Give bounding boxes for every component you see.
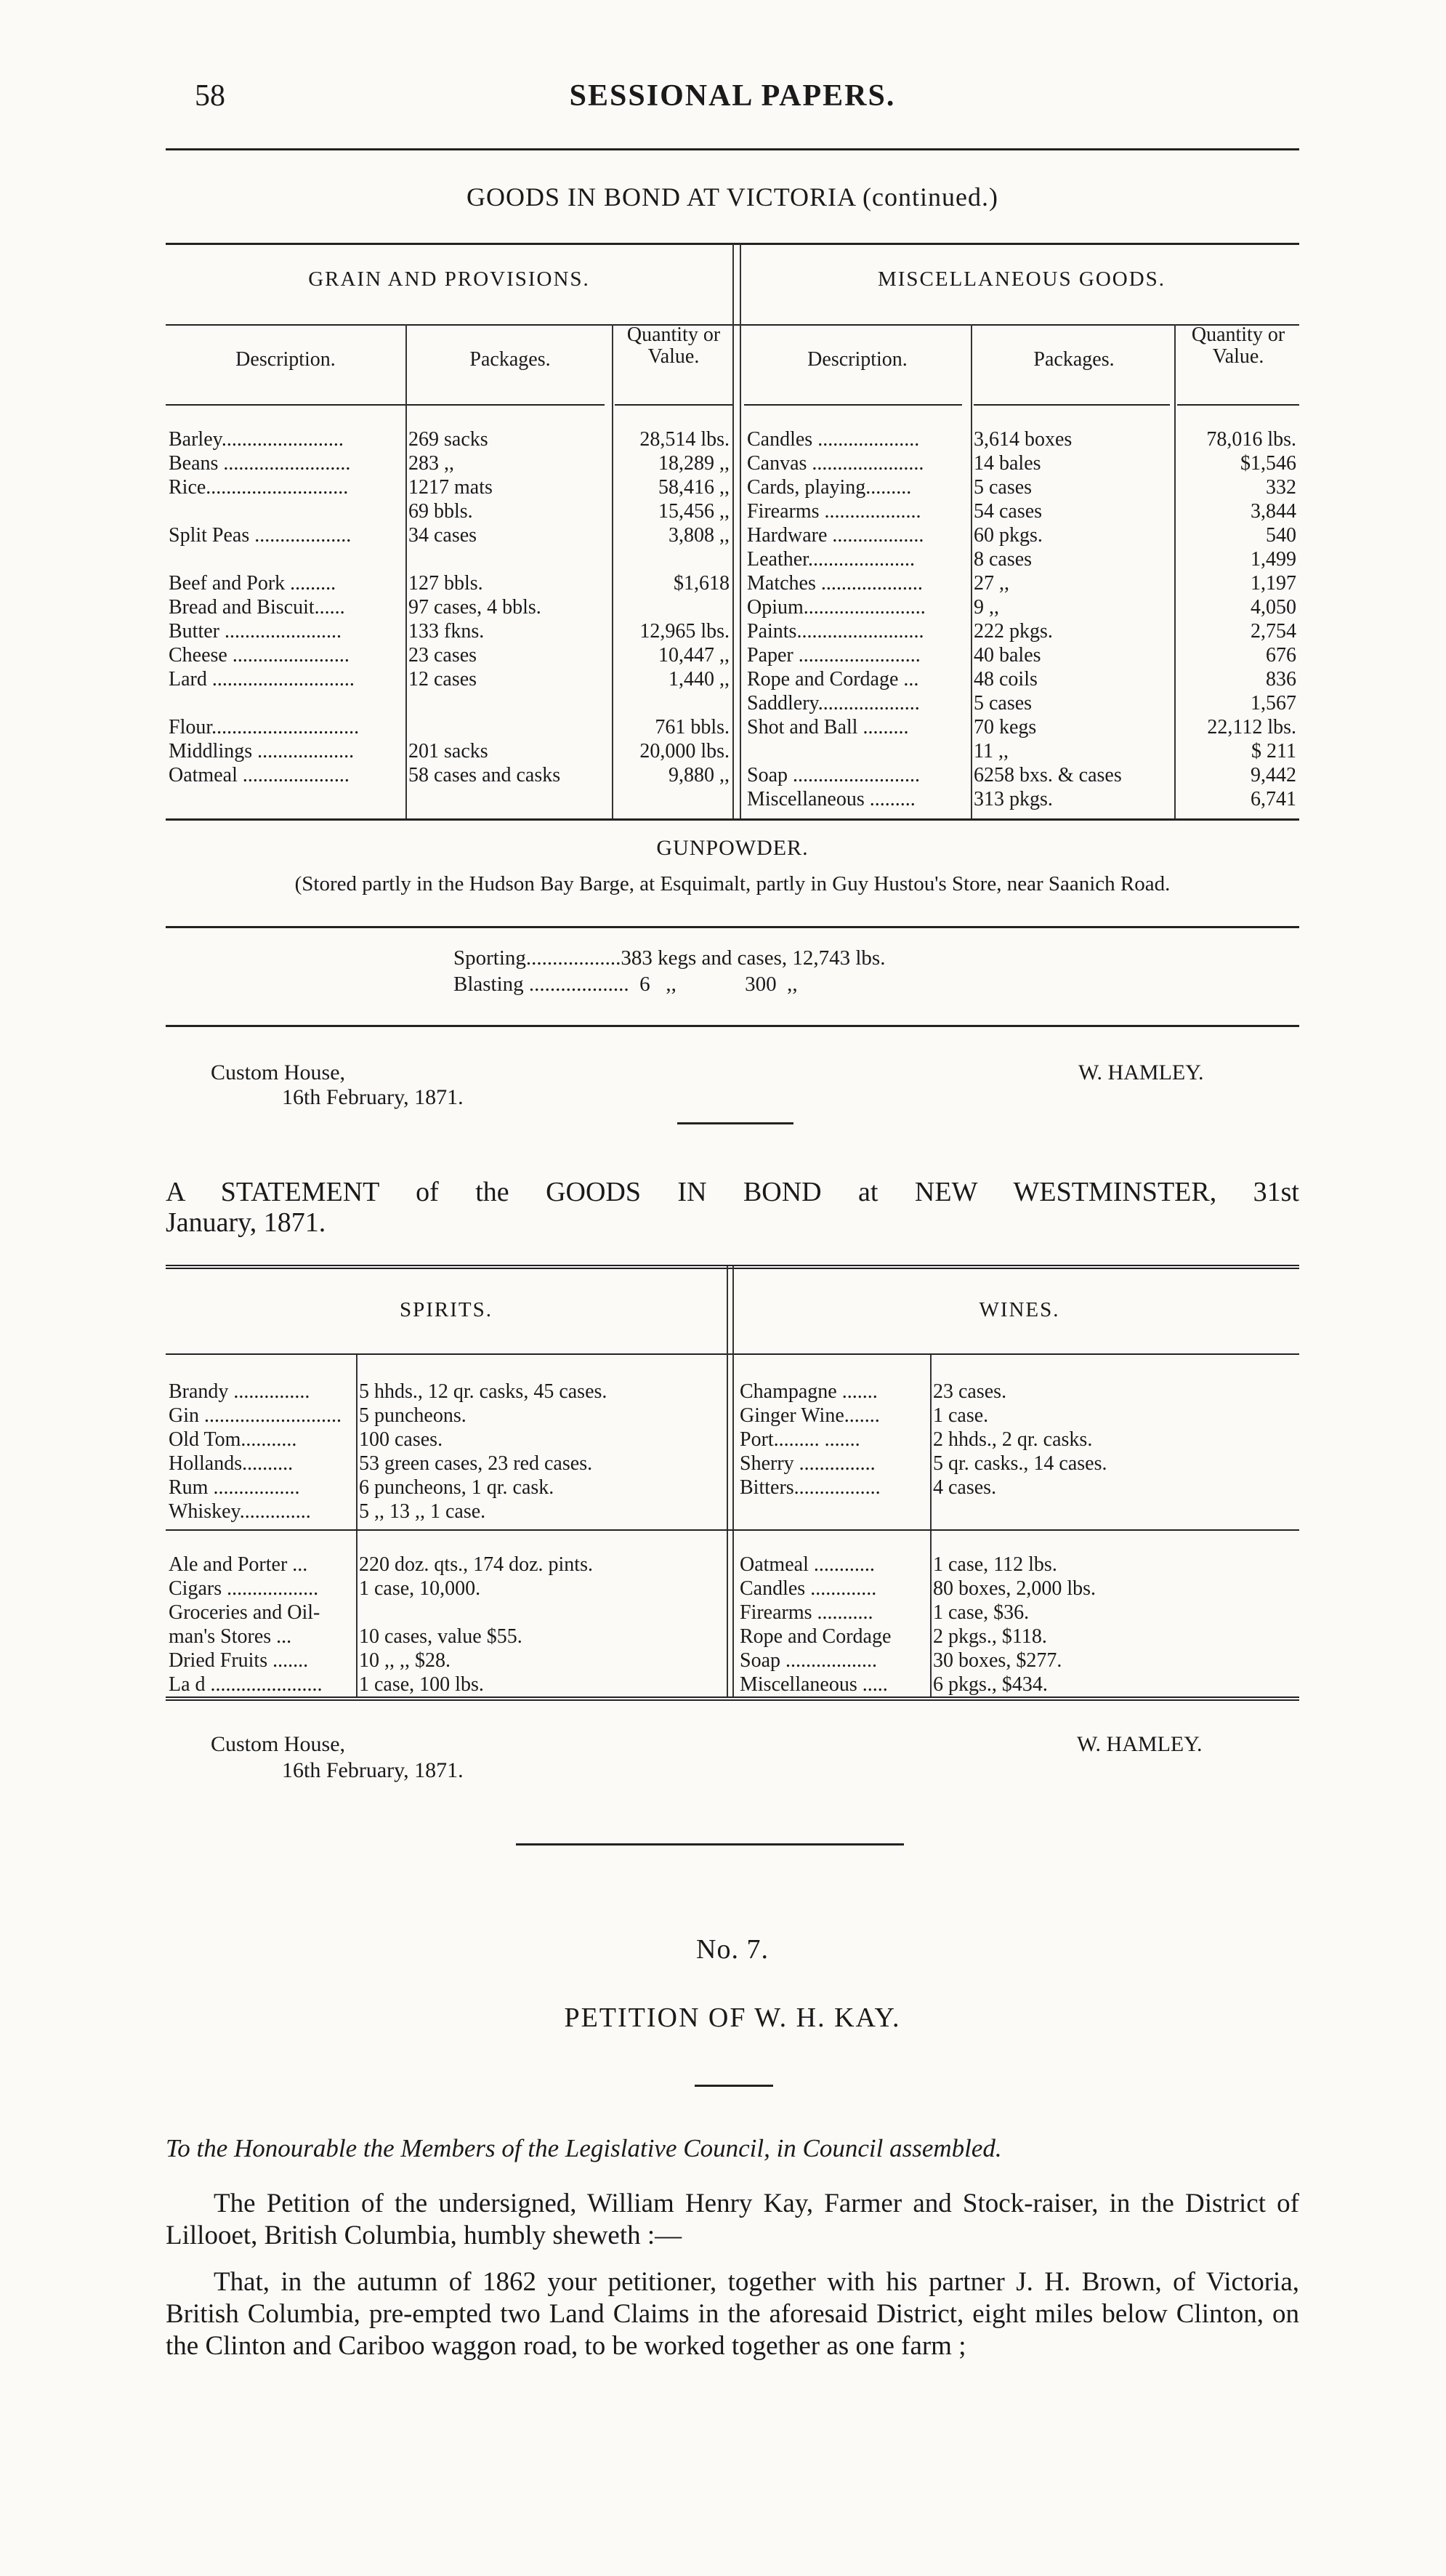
table-cell: Candles ............. bbox=[740, 1577, 877, 1600]
table-cell bbox=[405, 691, 612, 715]
misc-col-quantity: Quantity or Value. bbox=[1191, 323, 1285, 368]
table-cell: 15,456 ,, bbox=[658, 500, 730, 523]
gunpowder-rule-bottom bbox=[166, 1025, 1299, 1027]
petition-para1: The Petition of the undersigned, William Henry Kay, Farmer and Stock-raiser, in the District of Lillooet, British Columbia, humbly sheweth :— bbox=[166, 2189, 1299, 2250]
table-row bbox=[166, 451, 732, 475]
table-cell: 1217 mats bbox=[408, 476, 493, 499]
table-cell: Paints......................... bbox=[747, 620, 924, 643]
westminster-center-vline-a bbox=[727, 1266, 728, 1696]
table-row bbox=[166, 1452, 727, 1476]
table-row bbox=[737, 1500, 1299, 1524]
table-cell: 40 bales bbox=[974, 644, 1041, 667]
table-cell: Saddlery.................... bbox=[747, 692, 920, 715]
table-row bbox=[166, 667, 732, 691]
table-row bbox=[744, 475, 1299, 499]
victoria-bottom-rule bbox=[166, 818, 1299, 821]
table-cell: 28,514 lbs. bbox=[639, 428, 730, 451]
table-cell: 1 case, $36. bbox=[933, 1601, 1030, 1624]
table-cell: 761 bbls. bbox=[655, 716, 730, 738]
table-cell: Candles .................... bbox=[747, 428, 920, 451]
grain-col-description: Description. bbox=[235, 348, 336, 371]
table-cell: Gin ........................... bbox=[169, 1404, 342, 1427]
table-cell: 836 bbox=[1266, 668, 1296, 691]
center-vline-b bbox=[740, 244, 741, 818]
col-head-rule-3 bbox=[615, 404, 732, 406]
table-cell: Opium........................ bbox=[747, 596, 926, 619]
table-cell: Hardware .................. bbox=[747, 524, 924, 547]
table-cell: 6,741 bbox=[1251, 788, 1296, 810]
table-cell: $1,618 bbox=[674, 572, 730, 595]
wines-table bbox=[737, 1380, 1299, 1524]
table-cell bbox=[166, 547, 405, 571]
gunpowder-blasting: Blasting ................... 6 ,, 300 ,, bbox=[453, 973, 798, 996]
table-cell: 5 ,, 13 ,, 1 case. bbox=[359, 1500, 486, 1523]
table-cell: Canvas ...................... bbox=[747, 452, 924, 475]
table-row bbox=[744, 715, 1299, 739]
table-row bbox=[166, 715, 732, 739]
table-cell: 201 sacks bbox=[408, 740, 488, 762]
col-head-rule-1 bbox=[166, 404, 442, 406]
table-cell: 1 case, 100 lbs. bbox=[359, 1673, 484, 1696]
table-row bbox=[166, 427, 732, 451]
table-row bbox=[744, 691, 1299, 715]
table-row bbox=[744, 547, 1299, 571]
table-cell: 12,965 lbs. bbox=[639, 620, 730, 643]
table-cell: Butter ....................... bbox=[169, 620, 342, 643]
table-cell: 58 cases and casks bbox=[408, 764, 561, 786]
spirits-table bbox=[166, 1380, 727, 1524]
center-vline-a bbox=[732, 244, 734, 818]
table-cell: 1,197 bbox=[1251, 572, 1296, 595]
table-cell: 20,000 lbs. bbox=[639, 740, 730, 762]
table-row bbox=[166, 739, 732, 763]
table-cell: 2 pkgs., $118. bbox=[933, 1625, 1047, 1648]
gunpowder-note: (Stored partly in the Hudson Bay Barge, at Esquimalt, partly in Guy Hustou's Store, near Saanich Road. bbox=[294, 872, 1171, 895]
table-cell: Brandy ............... bbox=[169, 1380, 310, 1403]
table-cell: Oatmeal ............ bbox=[740, 1553, 875, 1576]
document-page bbox=[166, 0, 1299, 2576]
table-cell: 1 case. bbox=[933, 1404, 989, 1427]
table-cell: 222 pkgs. bbox=[974, 620, 1053, 643]
misc-col-packages: Packages. bbox=[1033, 348, 1115, 371]
table-row bbox=[744, 571, 1299, 595]
table-cell: 54 cases bbox=[974, 500, 1043, 523]
table-row bbox=[166, 763, 732, 787]
table-row bbox=[166, 691, 732, 715]
table-cell: Old Tom........... bbox=[169, 1428, 297, 1451]
table-row bbox=[737, 1601, 1299, 1625]
table-cell: 70 kegs bbox=[974, 716, 1037, 738]
gunpowder-sporting: Sporting..................383 kegs and cases, 12,743 lbs. bbox=[453, 946, 886, 970]
table-cell: 3,808 ,, bbox=[669, 524, 730, 547]
table-cell: man's Stores ... bbox=[169, 1625, 292, 1648]
table-cell: 97 cases, 4 bbls. bbox=[408, 596, 541, 619]
table-cell: 5 cases bbox=[974, 692, 1033, 715]
table-row bbox=[737, 1625, 1299, 1649]
table-row bbox=[166, 499, 732, 523]
table-cell bbox=[405, 547, 612, 571]
separator-long bbox=[516, 1843, 904, 1846]
table-cell: 127 bbls. bbox=[408, 572, 483, 595]
petition-title: PETITION OF W. H. KAY. bbox=[564, 2003, 901, 2033]
table-cell bbox=[166, 691, 405, 715]
running-title: SESSIONAL PAPERS. bbox=[569, 79, 896, 113]
table-cell: Firearms ........... bbox=[740, 1601, 873, 1624]
table-cell: 60 pkgs. bbox=[974, 524, 1043, 547]
table-cell: $1,546 bbox=[1240, 452, 1296, 475]
table-row bbox=[744, 427, 1299, 451]
petition-para2: That, in the autumn of 1862 your petitioner, together with his partner J. H. Brown, of Victoria, British Columbia, pre-empted two Land Claims in the aforesaid District, eight miles below Clinton, on the Clinton and Cariboo waggon road, to be worked together as one farm ; bbox=[166, 2267, 1299, 2361]
table-cell bbox=[166, 499, 405, 523]
misc-table bbox=[744, 427, 1299, 811]
table-cell: 23 cases bbox=[408, 644, 477, 667]
spirits-heading: SPIRITS. bbox=[399, 1298, 493, 1321]
table-row bbox=[166, 475, 732, 499]
table-cell: 22,112 lbs. bbox=[1207, 716, 1296, 738]
table-cell: 8 cases bbox=[974, 548, 1033, 571]
table-cell: 5 hhds., 12 qr. casks, 45 cases. bbox=[359, 1380, 607, 1403]
table-cell: 48 coils bbox=[974, 668, 1038, 691]
separator-short-1 bbox=[677, 1122, 793, 1124]
gunpowder-title: GUNPOWDER. bbox=[656, 836, 809, 860]
table-cell: Oatmeal ..................... bbox=[169, 764, 350, 786]
table-row bbox=[744, 739, 1299, 763]
table-cell: 6258 bxs. & cases bbox=[974, 764, 1122, 786]
table-row bbox=[737, 1673, 1299, 1696]
table-cell: 100 cases. bbox=[359, 1428, 443, 1451]
table-cell: 332 bbox=[1266, 476, 1296, 499]
table-cell: 9,880 ,, bbox=[669, 764, 730, 786]
table-cell bbox=[405, 715, 612, 739]
table-cell: 12 cases bbox=[408, 668, 477, 691]
table-cell: Ale and Porter ... bbox=[169, 1553, 308, 1576]
table-row bbox=[166, 1625, 727, 1649]
table-row bbox=[166, 1380, 727, 1404]
table-cell: 9 ,, bbox=[974, 596, 999, 619]
table-cell: La d ...................... bbox=[169, 1673, 323, 1696]
table-cell: Groceries and Oil- bbox=[169, 1601, 320, 1624]
table-row bbox=[166, 523, 732, 547]
page-number: 58 bbox=[195, 79, 225, 113]
table-row bbox=[737, 1428, 1299, 1452]
table-cell: 11 ,, bbox=[974, 740, 1009, 762]
table-row bbox=[737, 1476, 1299, 1500]
col-head-rule-6 bbox=[1177, 404, 1299, 406]
table-cell: Soap ......................... bbox=[747, 764, 920, 786]
table-cell: 4 cases. bbox=[933, 1476, 997, 1499]
table-row bbox=[737, 1452, 1299, 1476]
table-cell: 133 fkns. bbox=[408, 620, 485, 643]
table-cell: Hollands.......... bbox=[169, 1452, 294, 1475]
table-row bbox=[166, 1577, 727, 1601]
gunpowder-rule-top bbox=[166, 926, 1299, 928]
misc-col-description: Description. bbox=[807, 348, 908, 371]
table-cell: 1,567 bbox=[1251, 692, 1296, 715]
table-cell: Cheese ....................... bbox=[169, 644, 350, 667]
table-cell: 1 case, 10,000. bbox=[359, 1577, 481, 1600]
table-cell: Rum ................. bbox=[169, 1476, 300, 1499]
signature1-place: Custom House, bbox=[211, 1060, 346, 1084]
table-cell: Shot and Ball ......... bbox=[747, 716, 909, 738]
table-cell: 1,440 ,, bbox=[669, 668, 730, 691]
table-cell bbox=[930, 1500, 1299, 1524]
table-cell: Rice............................ bbox=[169, 476, 349, 499]
table-row bbox=[737, 1380, 1299, 1404]
table-cell: 10 ,, ,, $28. bbox=[359, 1649, 451, 1672]
table-cell: 3,614 boxes bbox=[974, 428, 1073, 451]
table-row bbox=[166, 547, 732, 571]
table-cell: Dried Fruits ....... bbox=[169, 1649, 309, 1672]
table-cell: 1,499 bbox=[1251, 548, 1296, 571]
westminster-title-line2: January, 1871. bbox=[166, 1207, 326, 1238]
table-cell: Flour............................. bbox=[169, 716, 360, 738]
table-cell bbox=[612, 595, 732, 619]
table-cell: 5 cases bbox=[974, 476, 1033, 499]
table-cell: Firearms ................... bbox=[747, 500, 921, 523]
table-cell: 220 doz. qts., 174 doz. pints. bbox=[359, 1553, 593, 1576]
table-row bbox=[744, 499, 1299, 523]
table-row bbox=[166, 595, 732, 619]
table-cell: 23 cases. bbox=[933, 1380, 1007, 1403]
table-cell: $ 211 bbox=[1251, 740, 1296, 762]
petition-number: No. 7. bbox=[696, 1934, 769, 1965]
table-cell bbox=[612, 547, 732, 571]
table-cell bbox=[737, 1500, 930, 1524]
table-cell bbox=[744, 739, 971, 763]
table-cell: Matches .................... bbox=[747, 572, 923, 595]
table-cell: Bitters................. bbox=[740, 1476, 881, 1499]
table-row bbox=[166, 571, 732, 595]
table-row bbox=[744, 451, 1299, 475]
table-cell: 5 qr. casks., 14 cases. bbox=[933, 1452, 1107, 1475]
table-cell: Whiskey.............. bbox=[169, 1500, 311, 1523]
table-row bbox=[166, 1500, 727, 1524]
misc-section-heading: MISCELLANEOUS GOODS. bbox=[877, 267, 1166, 291]
table-cell: 14 bales bbox=[974, 452, 1041, 475]
table-cell: Lard ............................ bbox=[169, 668, 355, 691]
table-cell: Rope and Cordage bbox=[740, 1625, 892, 1648]
table-row bbox=[166, 1553, 727, 1577]
westminster-center-vline-b bbox=[732, 1266, 734, 1696]
table-cell: Champagne ....... bbox=[740, 1380, 878, 1403]
table-row bbox=[744, 595, 1299, 619]
table-cell: 58,416 ,, bbox=[658, 476, 730, 499]
table-cell: Middlings ................... bbox=[169, 740, 355, 762]
table-cell: Beef and Pork ......... bbox=[169, 572, 336, 595]
westminster-middle-rule bbox=[166, 1529, 1299, 1531]
table-cell: 69 bbls. bbox=[408, 500, 473, 523]
table-cell: 9,442 bbox=[1251, 764, 1296, 786]
table-cell: Port......... ....... bbox=[740, 1428, 860, 1451]
col-head-rule-4 bbox=[744, 404, 962, 406]
table-cell: 2,754 bbox=[1251, 620, 1296, 643]
other-left-table bbox=[166, 1553, 727, 1696]
victoria-title: GOODS IN BOND AT VICTORIA (continued.) bbox=[466, 182, 998, 212]
table-cell: 34 cases bbox=[408, 524, 477, 547]
table-row bbox=[166, 643, 732, 667]
table-cell: 540 bbox=[1266, 524, 1296, 547]
table-cell: Bread and Biscuit...... bbox=[169, 596, 345, 619]
table-cell: 2 hhds., 2 qr. casks. bbox=[933, 1428, 1093, 1451]
table-row bbox=[166, 619, 732, 643]
signature2-place: Custom House, bbox=[211, 1732, 346, 1756]
col-head-rule-2 bbox=[408, 404, 605, 406]
table-row bbox=[744, 619, 1299, 643]
table-row bbox=[744, 523, 1299, 547]
signature2-name: W. HAMLEY. bbox=[1077, 1732, 1203, 1756]
table-cell: 1 case, 112 lbs. bbox=[933, 1553, 1057, 1576]
table-cell: Ginger Wine....... bbox=[740, 1404, 880, 1427]
westminster-bottom-rule bbox=[166, 1696, 1299, 1701]
table-row bbox=[737, 1649, 1299, 1673]
separator-short-2 bbox=[695, 2085, 773, 2087]
table-cell: Miscellaneous ..... bbox=[740, 1673, 888, 1696]
table-row bbox=[737, 1404, 1299, 1428]
table-row bbox=[166, 1601, 727, 1625]
signature1-date: 16th February, 1871. bbox=[282, 1085, 464, 1109]
table-row bbox=[166, 1649, 727, 1673]
wines-heading: WINES. bbox=[979, 1298, 1060, 1321]
table-row bbox=[737, 1577, 1299, 1601]
table-cell: 3,844 bbox=[1251, 500, 1296, 523]
table-cell: 6 pkgs., $434. bbox=[933, 1673, 1048, 1696]
table-cell: Cards, playing......... bbox=[747, 476, 912, 499]
grain-table bbox=[166, 427, 732, 787]
table-cell bbox=[612, 691, 732, 715]
grain-section-heading: GRAIN AND PROVISIONS. bbox=[308, 267, 590, 291]
table-cell: 53 green cases, 23 red cases. bbox=[359, 1452, 593, 1475]
table-cell: Rope and Cordage ... bbox=[747, 668, 919, 691]
header-rule bbox=[166, 148, 1299, 150]
table-cell: Split Peas ................... bbox=[169, 524, 352, 547]
table-row bbox=[166, 1404, 727, 1428]
westminster-title-line1: A STATEMENT of the GOODS IN BOND at NEW WESTMINSTER, 31st bbox=[166, 1177, 1299, 1207]
table-cell: 5 puncheons. bbox=[359, 1404, 466, 1427]
table-cell: 10 cases, value $55. bbox=[359, 1625, 522, 1648]
table-cell bbox=[356, 1601, 727, 1625]
table-cell: Cigars .................. bbox=[169, 1577, 319, 1600]
col-head-rule-5 bbox=[974, 404, 1170, 406]
table-cell: 313 pkgs. bbox=[974, 788, 1053, 810]
table-row bbox=[744, 763, 1299, 787]
table-row bbox=[166, 1476, 727, 1500]
table-cell: Beans ......................... bbox=[169, 452, 351, 475]
signature2-date: 16th February, 1871. bbox=[282, 1758, 464, 1782]
table-cell: 10,447 ,, bbox=[658, 644, 730, 667]
table-cell: 78,016 lbs. bbox=[1206, 428, 1296, 451]
table-cell: Leather..................... bbox=[747, 548, 915, 571]
other-right-table bbox=[737, 1553, 1299, 1696]
table-cell: 18,289 ,, bbox=[658, 452, 730, 475]
table-row bbox=[744, 667, 1299, 691]
petition-address: To the Honourable the Members of the Legislative Council, in Council assembled. bbox=[166, 2134, 1002, 2162]
table-row bbox=[737, 1553, 1299, 1577]
table-cell: Sherry ............... bbox=[740, 1452, 876, 1475]
table-row bbox=[166, 1673, 727, 1696]
table-cell: 27 ,, bbox=[974, 572, 1009, 595]
table-cell: Miscellaneous ......... bbox=[747, 788, 916, 810]
grain-col-quantity: Quantity or Value. bbox=[626, 323, 721, 368]
table-row bbox=[744, 787, 1299, 811]
table-cell: 283 ,, bbox=[408, 452, 454, 475]
table-cell: 80 boxes, 2,000 lbs. bbox=[933, 1577, 1096, 1600]
table-cell: 269 sacks bbox=[408, 428, 488, 451]
table-cell: 676 bbox=[1266, 644, 1296, 667]
table-cell: 4,050 bbox=[1251, 596, 1296, 619]
grain-col-packages: Packages. bbox=[469, 348, 551, 371]
table-cell: 6 puncheons, 1 qr. cask. bbox=[359, 1476, 554, 1499]
table-cell: 30 boxes, $277. bbox=[933, 1649, 1062, 1672]
table-row bbox=[744, 643, 1299, 667]
table-cell: Barley........................ bbox=[169, 428, 344, 451]
table-row bbox=[166, 1428, 727, 1452]
table-cell: Soap .................. bbox=[740, 1649, 877, 1672]
signature1-name: W. HAMLEY. bbox=[1078, 1060, 1204, 1084]
table-cell: Paper ........................ bbox=[747, 644, 921, 667]
